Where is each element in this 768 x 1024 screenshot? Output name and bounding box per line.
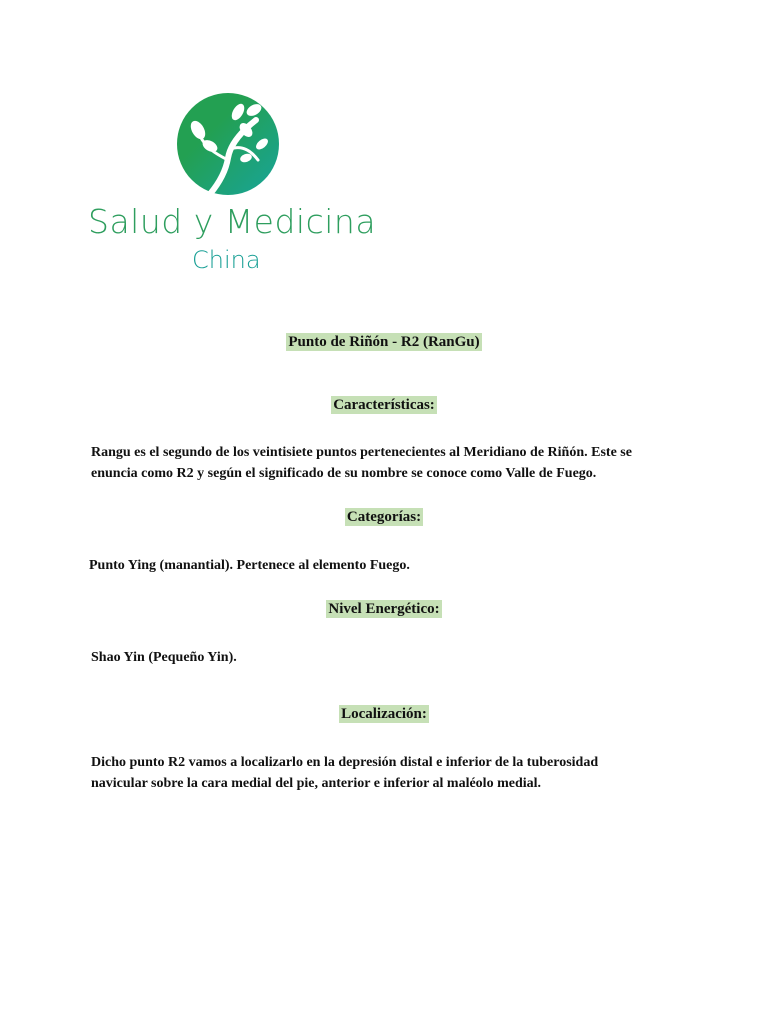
tree-leaf-circle-icon	[176, 90, 280, 198]
section-heading-categorias: Categorías:	[346, 509, 422, 525]
section-text-nivel-energetico: Shao Yin (Pequeño Yin).	[91, 650, 237, 665]
section-heading-nivel-energetico: Nivel Energético:	[328, 601, 440, 617]
section-heading-caracteristicas: Características:	[333, 397, 435, 413]
brand-subtitle: China	[192, 246, 261, 274]
section-text-localizacion: Dicho punto R2 vamos a localizarlo en la depresión distal e inferior de la tuberosidad navicular sobre la cara medial del pie, anterior e inferior al maléolo medial.	[91, 755, 599, 791]
page-title: Punto de Riñón - R2 (RanGu)	[288, 334, 480, 350]
section-heading-localizacion: Localización:	[341, 706, 427, 722]
section-text-caracteristicas: Rangu es el segundo de los veintisiete puntos pertenecientes al Meridiano de Riñón. Este se enuncia como R2 y según el significado de su nombre se conoce como Valle de Fuego.	[91, 445, 632, 481]
section-text-categorias: Punto Ying (manantial). Pertenece al elemento Fuego.	[89, 558, 410, 573]
brand-logo	[88, 90, 378, 280]
brand-name: Salud y Medicina	[88, 202, 377, 241]
